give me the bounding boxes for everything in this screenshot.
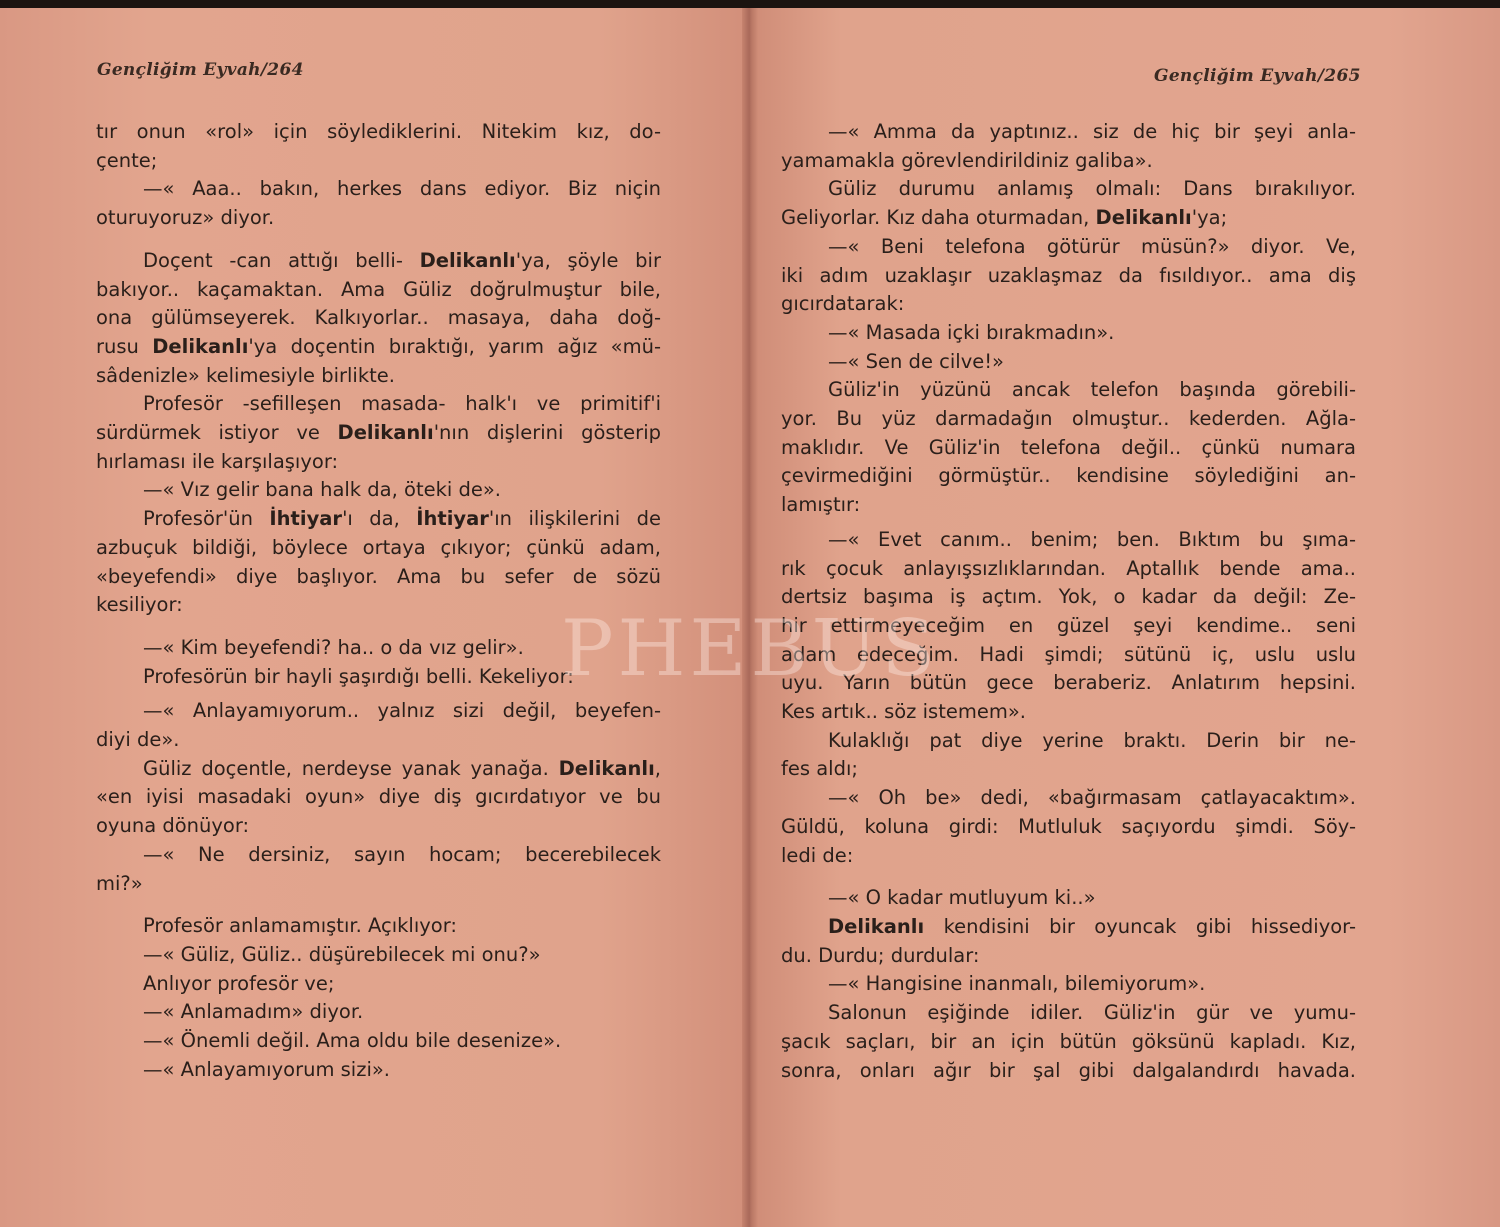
text-line: Geliyorlar. Kız daha oturmadan, Delikanlı'ya; [781, 206, 1228, 230]
text-line: —« Amma da yaptınız.. siz de hiç bir şeyi anla- [828, 120, 1356, 143]
left-page-header: Gençliğim Eyvah/264 [97, 60, 304, 80]
text-line: Profesör -sefilleşen masada- halk'ı ve primitif'i [143, 392, 661, 416]
book-spread [0, 8, 1500, 1227]
text-line: —« Anlayamıyorum sizi». [143, 1057, 390, 1081]
text-line: «en iyisi masadaki oyun» diye diş gıcırdatıyor ve bu [96, 785, 661, 809]
text-line: çevirmediğini görmüştür.. kendisine söylediğini an- [781, 464, 1356, 488]
text-line: —« Oh be» dedi, «bağırmasam çatlayacaktım». [828, 786, 1356, 810]
text-line: —« Masada içki bırakmadın». [828, 320, 1115, 344]
text-line: Profesör'ün İhtiyar'ı da, İhtiyar'ın ilişkilerini de [143, 507, 661, 531]
text-line: yor. Bu yüz darmadağın olmuştur.. kederden. Ağla- [781, 407, 1356, 431]
text-line: uyu. Yarın bütün gece beraberiz. Anlatırım hepsini. [781, 671, 1356, 695]
text-line: Kes artık.. söz istemem». [781, 700, 1026, 724]
text-line: sâdenizle» kelimesiyle birlikte. [96, 363, 395, 387]
text-line: oturuyoruz» diyor. [96, 206, 275, 230]
text-line: ledi de: [781, 843, 854, 867]
text-line: mi?» [96, 871, 143, 895]
text-line: iki adım uzaklaşır uzaklaşmaz da fısıldıyor.. ama diş [781, 263, 1356, 287]
text-line: bakıyor.. kaçamaktan. Ama Güliz doğrulmuştur bile, [96, 277, 661, 301]
text-line: yamamakla görevlendirildiniz galiba». [781, 148, 1153, 172]
text-line: diyi de». [96, 728, 180, 752]
text-line: Profesör anlamamıştır. Açıklıyor: [143, 914, 457, 938]
text-line: lamıştır: [781, 493, 861, 517]
text-line: fes aldı; [781, 757, 858, 781]
watermark: PHEBUS [561, 604, 939, 694]
text-line: —« Ne dersiniz, sayın hocam; becerebilecek [143, 842, 661, 866]
text-line: —« Anlayamıyorum.. yalnız sizi değil, beyefen- [143, 699, 661, 723]
text-line: Güldü, koluna girdi: Mutluluk saçıyordu şimdi. Söy- [781, 814, 1356, 838]
text-line: çente; [96, 148, 158, 172]
text-line: —« Beni telefona götürür müsün?» diyor. Ve, [828, 234, 1356, 258]
text-line: oyuna dönüyor: [96, 814, 250, 838]
text-line: du. Durdu; durdular: [781, 943, 980, 967]
text-line: Güliz durumu anlamış olmalı: Dans bırakılıyor. [828, 177, 1356, 201]
text-line: dertsiz başıma iş açtım. Yok, o kadar da değil: Ze- [781, 585, 1356, 609]
right-page-body [781, 118, 1356, 1085]
text-line: —« Vız gelir bana halk da, öteki de». [143, 478, 502, 502]
text-line: tır onun «rol» için söylediklerini. Nitekim kız, do- [96, 120, 661, 143]
text-line: ona gülümseyerek. Kalkıyorlar.. masaya, daha doğ- [96, 306, 661, 330]
text-line: Profesörün bir hayli şaşırdığı belli. Kekeliyor: [143, 664, 574, 688]
text-line: azbuçuk bildiği, böylece ortaya çıkıyor; çünkü adam, [96, 535, 661, 559]
text-line: rusu Delikanlı'ya doçentin bıraktığı, yarım ağız «mü- [96, 334, 661, 358]
text-line: —« Sen de cilve!» [828, 349, 1004, 373]
right-page-header: Gençliğim Eyvah/265 [1154, 66, 1361, 86]
left-page-body [96, 118, 661, 1085]
text-line: hir ettirmeyeceğim en güzel şeyi kendime.. seni [781, 613, 1356, 637]
text-line: Doçent -can attığı belli- Delikanlı'ya, şöyle bir [143, 248, 661, 272]
text-line: şacık saçları, bir an için bütün göksünü kapladı. Kız, [781, 1029, 1356, 1053]
text-line: —« Hangisine inanmalı, bilemiyorum». [828, 972, 1206, 996]
text-line: —« Güliz, Güliz.. düşürebilecek mi onu?» [143, 942, 541, 966]
text-line: Güliz'in yüzünü ancak telefon başında görebili- [828, 378, 1356, 402]
text-line: gıcırdatarak: [781, 292, 905, 316]
text-line: —« Aaa.. bakın, herkes dans ediyor. Biz niçin [143, 177, 661, 201]
text-line: adam edeceğim. Hadi şimdi; sütünü iç, uslu uslu [781, 642, 1356, 666]
text-line: Delikanlı kendisini bir oyuncak gibi hissediyor- [828, 914, 1356, 938]
text-line: sonra, onları ağır bir şal gibi dalgalandırdı havada. [781, 1058, 1356, 1082]
text-line: —« Önemli değil. Ama oldu bile desenize». [143, 1029, 562, 1053]
text-line: —« Anlamadım» diyor. [143, 1000, 364, 1024]
text-line: Kulaklığı pat diye yerine braktı. Derin bir ne- [828, 728, 1356, 752]
text-line: sürdürmek istiyor ve Delikanlı'nın dişlerini gösterip [96, 421, 661, 445]
text-line: «beyefendi» diye başlıyor. Ama bu sefer de sözü [96, 564, 661, 588]
text-line: Güliz doçentle, nerdeyse yanak yanağa. Delikanlı, [143, 756, 661, 780]
text-line: —« Kim beyefendi? ha.. o da vız gelir». [143, 635, 524, 659]
text-line: maklıdır. Ve Güliz'in telefona değil.. çünkü numara [781, 435, 1356, 459]
text-line: hırlaması ile karşılaşıyor: [96, 449, 339, 473]
text-line: —« Evet canım.. benim; ben. Bıktım bu şıma- [828, 527, 1356, 551]
text-line: kesiliyor: [96, 593, 183, 617]
text-line: —« O kadar mutluyum ki..» [828, 886, 1096, 910]
text-line: Anlıyor profesör ve; [143, 971, 335, 995]
text-line: rık çocuk anlayışsızlıklarından. Aptallık bende ama.. [781, 556, 1356, 580]
text-line: Salonun eşiğinde idiler. Güliz'in gür ve yumu- [828, 1001, 1356, 1025]
